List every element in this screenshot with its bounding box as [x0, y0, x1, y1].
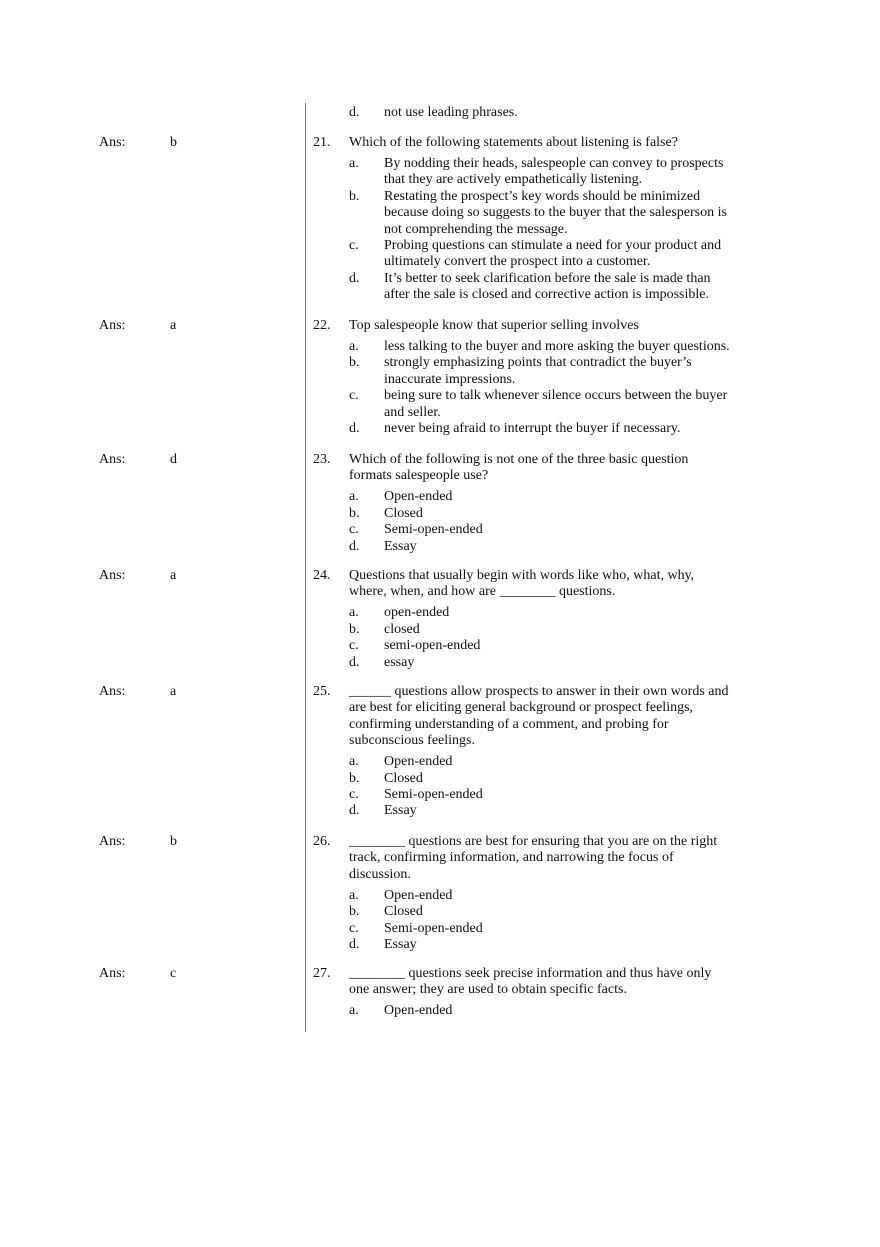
option-text-line: because doing so suggests to the buyer that the salesperson is [384, 205, 727, 221]
option-a [349, 339, 749, 355]
option-letter: b. [349, 355, 360, 371]
option-letter: d. [349, 270, 360, 286]
answer-value: a [170, 568, 177, 583]
question-stem-line: ________ questions seek precise information and thus have only [349, 966, 712, 981]
option-text [384, 904, 749, 920]
question-stem-line: formats salespeople use? [349, 468, 489, 484]
option-text-line: Open-ended [384, 489, 453, 505]
question-body [349, 318, 749, 437]
option-a [349, 888, 749, 904]
option-text-line: Open-ended [384, 887, 453, 903]
question-stem-line: confirming understanding of a comment, and probing for [349, 716, 669, 732]
option-letter: d. [349, 654, 360, 670]
answer-label: Ans: [99, 568, 126, 583]
answer-label: Ans: [99, 135, 126, 150]
question-stem-line: where, when, and how are ________ questions. [349, 584, 616, 600]
option-text-line: less talking to the buyer and more asking the buyer questions. [384, 339, 730, 354]
option-list [349, 489, 749, 555]
option-text: not use leading phrases. [384, 105, 518, 120]
option-text [384, 605, 749, 621]
question-body [349, 834, 749, 953]
question-number: 27. [313, 966, 331, 981]
answer-label: Ans: [99, 452, 126, 467]
option-letter: a. [349, 339, 359, 354]
answer-value: a [170, 684, 177, 699]
option-text [384, 655, 749, 671]
option-list [349, 1003, 749, 1019]
question-body [349, 966, 749, 1020]
option-letter: b. [349, 188, 360, 204]
answer-label: Ans: [99, 834, 126, 849]
option-b [349, 189, 749, 238]
option-list [349, 339, 749, 437]
option-text-line: after the sale is closed and corrective action is impossible. [384, 287, 710, 303]
option-letter: c. [349, 638, 359, 654]
option-text [384, 271, 749, 304]
option-d [349, 655, 749, 671]
question-body [349, 452, 749, 555]
answer-value: d [170, 452, 177, 467]
answer-value: a [170, 318, 177, 333]
question-stem-line: Which of the following is not one of the three basic question [349, 452, 689, 467]
option-c [349, 921, 749, 937]
option-b [349, 904, 749, 920]
option-letter: b. [349, 621, 360, 637]
option-text [384, 421, 749, 437]
option-c [349, 388, 749, 421]
option-text-line: that they are actively empathetically listening. [384, 172, 643, 188]
option-text-line: Closed [384, 904, 423, 920]
option-c [349, 638, 749, 654]
option-text [384, 506, 749, 522]
option-text [384, 156, 749, 189]
option-text [384, 489, 749, 505]
option-c [349, 522, 749, 538]
option-letter: d. [349, 105, 360, 120]
option-d [349, 539, 749, 555]
option-c [349, 238, 749, 271]
option-text [384, 355, 749, 388]
option-text-line: It’s better to seek clarification before the sale is made than [384, 270, 711, 286]
option-list [349, 888, 749, 954]
option-text-line: never being afraid to interrupt the buyer if necessary. [384, 421, 681, 437]
option-letter: c. [349, 388, 359, 404]
option-list [349, 156, 749, 304]
option-text-line: Essay [384, 538, 417, 554]
option-text-line: essay [384, 654, 415, 670]
answer-label: Ans: [99, 966, 126, 981]
option-a [349, 156, 749, 189]
option-text-line: Restating the prospect’s key words should be minimized [384, 188, 701, 204]
question-number: 26. [313, 834, 331, 849]
column-divider [305, 103, 306, 1032]
question-body [349, 684, 749, 820]
option-text-line: Open-ended [384, 1003, 453, 1019]
option-letter: d. [349, 421, 360, 437]
option-text-line: Semi-open-ended [384, 920, 483, 936]
answer-label: Ans: [99, 684, 126, 699]
option-letter: c. [349, 522, 359, 538]
option-d [349, 803, 749, 819]
option-letter: a. [349, 156, 359, 171]
option-text-line: Semi-open-ended [384, 787, 483, 803]
question-stem-line: ______ questions allow prospects to answer in their own words and [349, 684, 729, 699]
option-b [349, 355, 749, 388]
option-text [384, 803, 749, 819]
option-letter: a. [349, 887, 359, 903]
question-stem-line: discussion. [349, 866, 411, 882]
option-text [384, 771, 749, 787]
question-number: 25. [313, 684, 331, 699]
option-text [384, 388, 749, 421]
option-text-line: Closed [384, 770, 423, 786]
option-letter: a. [349, 605, 359, 621]
option-letter: a. [349, 754, 359, 770]
option-list [349, 605, 749, 671]
option-a [349, 754, 749, 770]
option-letter: a. [349, 1003, 359, 1019]
option-letter: c. [349, 920, 359, 936]
option-d [349, 937, 749, 953]
option-text-line: ultimately convert the prospect into a customer. [384, 254, 651, 270]
option-text-line: Closed [384, 505, 423, 521]
question-stem-line: ________ questions are best for ensuring that you are on the right [349, 834, 718, 849]
option-text [384, 339, 749, 355]
option-text [384, 638, 749, 654]
option-text-line: Essay [384, 937, 417, 953]
option-text-line: open-ended [384, 605, 450, 621]
option-letter: b. [349, 770, 360, 786]
option-text-line: Essay [384, 803, 417, 819]
answer-label: Ans: [99, 318, 126, 333]
question-stem-line: Top salespeople know that superior selling involves [349, 318, 639, 333]
option-text-line: not comprehending the message. [384, 221, 568, 237]
question-number: 21. [313, 135, 331, 150]
option-a [349, 489, 749, 505]
question-number: 23. [313, 452, 331, 467]
option-text-line: inaccurate impressions. [384, 371, 516, 387]
option-text [384, 787, 749, 803]
question-body [349, 568, 749, 671]
option-letter: a. [349, 489, 359, 505]
option-letter: c. [349, 787, 359, 803]
option-text [384, 238, 749, 271]
option-letter: d. [349, 937, 360, 953]
option-text [384, 522, 749, 538]
option-text [384, 622, 749, 638]
option-text [384, 888, 749, 904]
option-b [349, 771, 749, 787]
option-text [384, 1003, 749, 1019]
question-number: 24. [313, 568, 331, 583]
question-stem-line: subconscious feelings. [349, 733, 475, 749]
option-letter: d. [349, 803, 360, 819]
option-text-line: being sure to talk whenever silence occurs between the buyer [384, 388, 728, 404]
option-text-line: By nodding their heads, salespeople can convey to prospects [384, 156, 724, 171]
option-list [349, 754, 749, 820]
option-text-line: semi-open-ended [384, 638, 481, 654]
option-c [349, 787, 749, 803]
answer-value: b [170, 834, 177, 849]
option-letter: d. [349, 538, 360, 554]
option-b [349, 506, 749, 522]
question-stem-line: Which of the following statements about listening is false? [349, 135, 678, 150]
option-d [349, 271, 749, 304]
option-letter: c. [349, 238, 359, 254]
question-number: 22. [313, 318, 331, 333]
option-text [384, 921, 749, 937]
option-text [384, 937, 749, 953]
option-text-line: Open-ended [384, 754, 453, 770]
question-stem-line: Questions that usually begin with words like who, what, why, [349, 568, 695, 583]
question-stem-line: track, confirming information, and narrowing the focus of [349, 850, 674, 866]
question-body [349, 135, 749, 304]
option-a [349, 605, 749, 621]
option-letter: b. [349, 904, 360, 920]
option-letter: b. [349, 505, 360, 521]
option-b [349, 622, 749, 638]
answer-value: b [170, 135, 177, 150]
option-d [349, 421, 749, 437]
option-text-line: Semi-open-ended [384, 522, 483, 538]
question-stem-line: are best for eliciting general background or prospect feelings, [349, 700, 694, 716]
option-text [384, 189, 749, 238]
option-a [349, 1003, 749, 1019]
option-text [384, 539, 749, 555]
answer-value: c [170, 966, 177, 981]
option-text-line: Probing questions can stimulate a need for your product and [384, 238, 722, 254]
question-stem-line: one answer; they are used to obtain specific facts. [349, 982, 627, 998]
option-text-line: strongly emphasizing points that contradict the buyer’s [384, 355, 692, 371]
option-text [384, 754, 749, 770]
option-text-line: and seller. [384, 404, 441, 420]
option-text-line: closed [384, 621, 420, 637]
